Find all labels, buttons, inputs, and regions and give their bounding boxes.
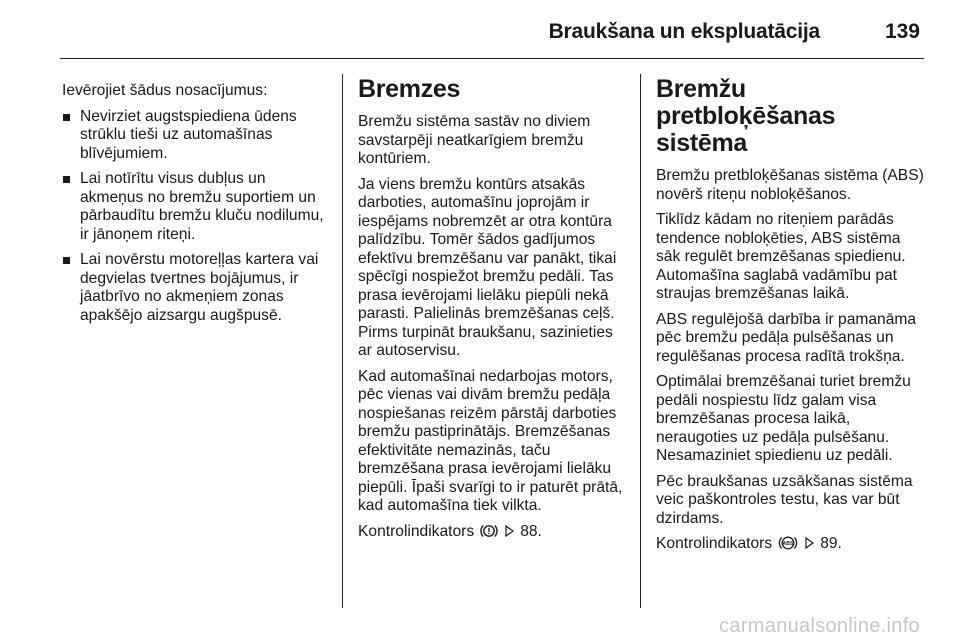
paragraph: Tiklīdz kādam no riteņiem parādās tendence nobloķēties, ABS sistēma sāk regulēt bremzēšanas spiedienu. Automašīna saglabā vadāmību pat straujas bremzēšanas laikā. — [656, 211, 906, 302]
abs-warning-icon — [778, 535, 798, 557]
paragraph: ABS regulējošā darbība ir pamanāma pēc bremžu pedāļa pulsēšanas un regulēšanas procesa radītā trokšņa. — [656, 310, 917, 365]
column-left — [62, 82, 332, 332]
bullet-item: Nevirziet augstspiediena ūdens strūklu tieši uz automašīnas blīvējumiem. — [62, 108, 332, 164]
indicator-reference — [656, 535, 924, 557]
brakes-heading: Bremzes — [358, 75, 461, 103]
column-divider — [640, 74, 641, 608]
paragraph: Bremžu sistēma sastāv no diviem savstarpēji neatkarīgiem bremžu kontūriem. — [358, 113, 591, 167]
column-middle — [358, 76, 626, 551]
indicator-reference — [358, 523, 626, 545]
page-reference: 89. — [820, 535, 842, 552]
page-reference-arrow-icon — [805, 536, 814, 555]
page-number: 139 — [884, 20, 920, 43]
bullet-item: Lai notīrītu visus dubļus un akmeņus no bremžu suportiem un pārbaudītu bremžu kluču nodilumu, ir jānoņem riteņi. — [62, 170, 332, 244]
column-divider — [342, 74, 343, 608]
bullet-item: Lai novērstu motoreļļas kartera vai degvielas tvertnes bojājumus, ir jāatbrīvo no akmeņiem zonas apakšējo aizsargu augšpusē. — [62, 251, 332, 325]
intro-text: Ievērojiet šādus nosacījumus: — [62, 82, 268, 99]
page-reference: 88. — [520, 522, 542, 540]
column-right — [656, 76, 924, 564]
paragraph: Pēc braukšanas uzsākšanas sistēma veic paškontroles testu, kas var būt dzirdams. — [656, 472, 913, 527]
indicator-label: Kontrolindikators — [656, 535, 773, 552]
header-rule — [60, 58, 924, 59]
paragraph: Kad automašīnai nedarbojas motors, pēc vienas vai divām bremžu pedāļa nospiešanas reizēm pārstāj darboties bremžu pastiprinātājs. Bremzēšanas efektivitāte nemazinās, taču bremzēšana prasa ievērojami lielāku piepūli. Īpaši svarīgi to ir paturēt prātā, kad automašīna tiek vilkta. — [358, 367, 623, 514]
brake-warning-icon — [480, 523, 498, 545]
paragraph: Ja viens bremžu kontūrs atsakās darboties, automašīnu joprojām ir iespējams nobremzēt ar otra kontūra palīdzību. Tomēr šādos gadījumos efektīvu bremzēšanu var panākt, tikai spēcīgi nospiežot bremžu pedāli. Tas prasa ievērojami lielāku piepūli nekā parasti. Palielinās bremzēšanas ceļš. Pirms turpināt braukšanu, sazinieties ar autoservisu. — [358, 175, 617, 359]
page-reference-arrow-icon — [505, 524, 514, 543]
abs-heading: Bremžu pretbloķēšanas sistēma — [656, 75, 836, 157]
bullet-list — [62, 108, 332, 326]
watermark: carmanualsonline.info — [719, 615, 920, 637]
indicator-label: Kontrolindikators — [358, 522, 475, 540]
paragraph: Bremžu pretbloķēšanas sistēma (ABS) novērš riteņu nobloķēšanos. — [656, 167, 924, 203]
svg-text:ABS: ABS — [782, 541, 793, 548]
paragraph: Optimālai bremzēšanai turiet bremžu pedāli nospiestu līdz galam visa bremzēšanas procesa laikā, neraugoties uz pedāļa pulsēšanu. Nesamaziniet spiedienu uz pedāli. — [656, 373, 911, 464]
section-title: Braukšana un ekspluatācija — [548, 20, 820, 43]
